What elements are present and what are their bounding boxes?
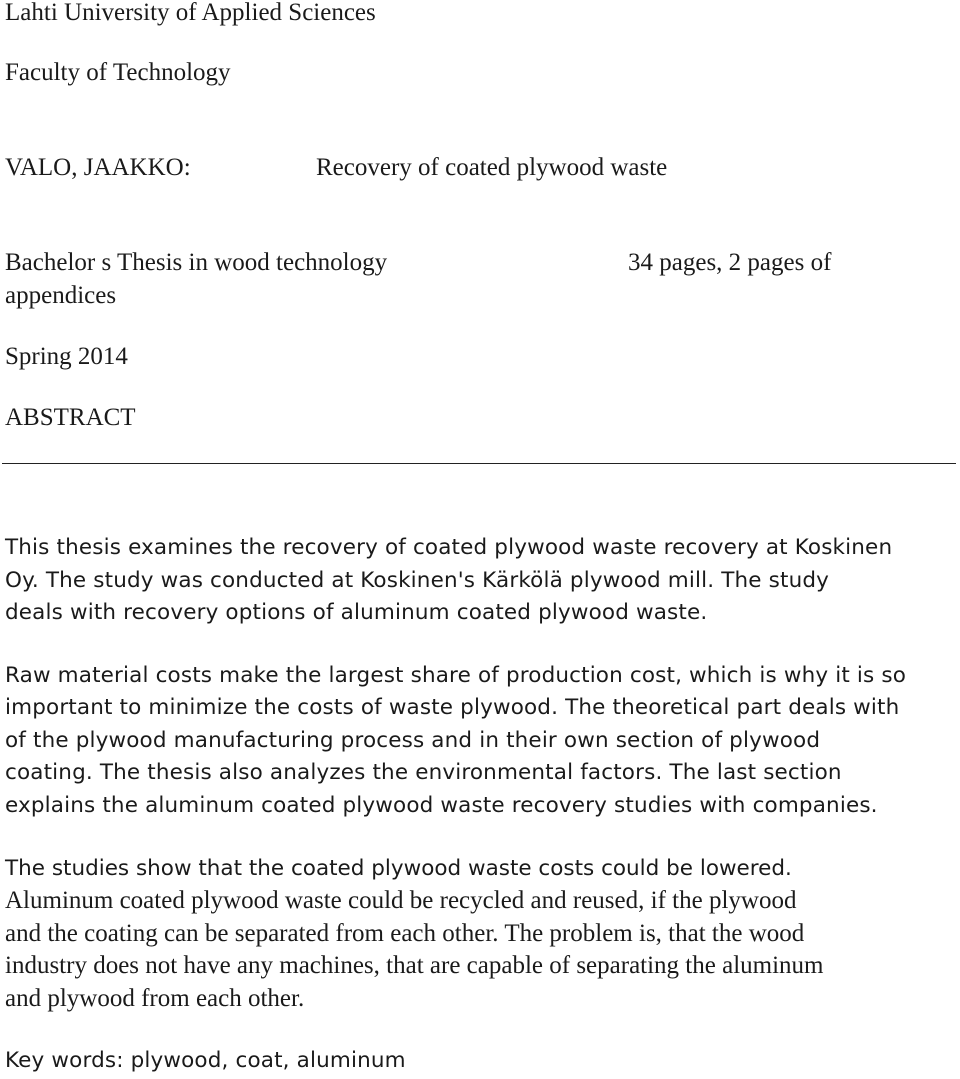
paragraph-1-line: deals with recovery options of aluminum coated plywood waste. xyxy=(5,600,708,625)
paragraph-3-line: industry does not have any machines, that are capable of separating the aluminum xyxy=(5,952,824,979)
paragraph-3-line: The studies show that the coated plywood waste costs could be lowered. xyxy=(5,856,792,881)
author-name: VALO, JAAKKO: xyxy=(5,154,191,181)
faculty-name: Faculty of Technology xyxy=(5,59,231,86)
university-name: Lahti University of Applied Sciences xyxy=(5,0,376,26)
paragraph-3-line: Aluminum coated plywood waste could be recycled and reused, if the plywood xyxy=(5,887,797,914)
paragraph-3-line: and plywood from each other. xyxy=(5,985,305,1012)
paragraph-3-line: and the coating can be separated from each other. The problem is, that the wood xyxy=(5,920,805,947)
paragraph-2-line: important to minimize the costs of waste plywood. The theoretical part deals with xyxy=(5,695,900,720)
section-heading: ABSTRACT xyxy=(5,404,136,431)
paragraph-1-line: Oy. The study was conducted at Koskinen's Kärkölä plywood mill. The study xyxy=(5,568,830,593)
paragraph-2-line: coating. The thesis also analyzes the environmental factors. The last section xyxy=(5,760,842,785)
paragraph-2-line: of the plywood manufacturing process and in their own section of plywood xyxy=(5,728,821,753)
keywords: Key words: plywood, coat, aluminum xyxy=(5,1048,406,1073)
page-count: 34 pages, 2 pages of xyxy=(628,249,832,276)
thesis-title: Recovery of coated plywood waste xyxy=(316,154,668,181)
term: Spring 2014 xyxy=(5,343,128,370)
degree-line-1: Bachelor s Thesis in wood technology xyxy=(5,249,388,276)
paragraph-2-line: explains the aluminum coated plywood waste recovery studies with companies. xyxy=(5,793,878,818)
degree-line-2: appendices xyxy=(5,282,117,309)
paragraph-1-line: This thesis examines the recovery of coated plywood waste recovery at Koskinen xyxy=(5,535,893,560)
divider xyxy=(2,463,956,464)
paragraph-2-line: Raw material costs make the largest share of production cost, which is why it is so xyxy=(5,663,907,688)
